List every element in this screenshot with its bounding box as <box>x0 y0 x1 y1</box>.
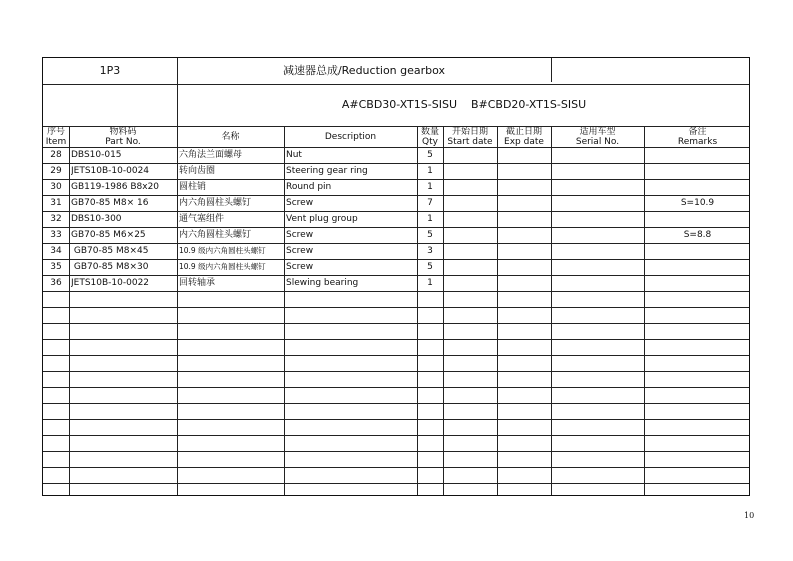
table-cell-remarks <box>644 211 751 227</box>
table-cell-part: JETS10B-10-0024 <box>71 166 150 176</box>
grid-col-line <box>417 126 418 495</box>
table-cell-item: 32 <box>50 214 62 224</box>
col-serial-cn: 适用车型 <box>579 127 616 137</box>
col-remarks-header <box>644 127 751 147</box>
table-cell-part: JETS10B-10-0022 <box>71 278 150 288</box>
table-cell-qty: 5 <box>427 230 433 240</box>
table-cell-qty: 1 <box>427 166 433 176</box>
table-cell-serial <box>551 195 644 211</box>
table-cell-item: 33 <box>50 230 62 240</box>
table-cell-part: DBS10-300 <box>71 214 122 224</box>
parts-table <box>42 57 750 496</box>
table-cell-qty: 7 <box>427 198 433 208</box>
table-cell-name: 六角法兰面螺母 <box>179 150 243 160</box>
table-cell-start <box>443 179 497 195</box>
table-cell-start <box>443 243 497 259</box>
table-cell-serial <box>551 227 644 243</box>
table-cell-qty: 1 <box>427 278 433 288</box>
table-cell-serial <box>551 275 644 291</box>
table-cell-remarks <box>644 179 751 195</box>
col-qty-header <box>417 127 443 147</box>
table-cell-name: 通气塞组件 <box>179 214 225 224</box>
col-exp-cn: 截止日期 <box>505 127 542 137</box>
col-serial-en: Serial No. <box>575 136 620 147</box>
col-item-en: Item <box>45 136 67 147</box>
table-cell-item: 34 <box>50 246 62 256</box>
col-remarks-cn: 备注 <box>688 127 707 137</box>
col-item-header <box>43 127 69 147</box>
table-cell-start <box>443 163 497 179</box>
table-cell-item: 36 <box>50 278 62 288</box>
col-name-header: 名称 <box>221 132 240 142</box>
table-cell-desc: Steering gear ring <box>286 166 368 176</box>
table-cell-desc: Slewing bearing <box>286 278 359 288</box>
table-cell-exp <box>497 195 551 211</box>
col-qty-en: Qty <box>422 136 438 147</box>
col-start-header <box>443 127 497 147</box>
table-cell-serial <box>551 211 644 227</box>
table-cell-qty: 1 <box>427 182 433 192</box>
grid-col-line <box>177 58 178 495</box>
table-cell-remarks <box>644 275 751 291</box>
table-cell-exp <box>497 259 551 275</box>
table-cell-name: 回转轴承 <box>179 278 216 288</box>
assembly-title: 减速器总成/Reduction gearbox <box>282 64 446 77</box>
table-cell-part: GB119-1986 B8x20 <box>71 182 160 192</box>
table-cell-qty: 3 <box>427 246 433 256</box>
table-cell-remarks <box>644 163 751 179</box>
table-cell-remarks <box>644 259 751 275</box>
table-cell-qty: 5 <box>427 150 433 160</box>
table-cell-item: 30 <box>50 182 62 192</box>
col-desc-header: Description <box>324 132 377 142</box>
table-cell-desc: Nut <box>286 150 302 160</box>
grid-col-line <box>443 126 444 495</box>
col-serial-header <box>551 127 644 147</box>
table-cell-exp <box>497 163 551 179</box>
grid-col-line <box>284 126 285 495</box>
table-cell-part: GB70-85 M6×25 <box>71 230 146 240</box>
table-cell-start <box>443 275 497 291</box>
table-cell-desc: Screw <box>286 262 314 272</box>
applicable-models: A#CBD30-XT1S-SISU B#CBD20-XT1S-SISU <box>341 98 587 111</box>
grid-col-line <box>551 126 552 495</box>
table-cell-start <box>443 211 497 227</box>
table-cell-part: GB70-85 M8×45 <box>71 246 149 256</box>
col-part-header <box>69 127 177 147</box>
table-cell-serial <box>551 259 644 275</box>
table-cell-item: 29 <box>50 166 62 176</box>
page-number: 10 <box>744 511 755 520</box>
grid-row-line <box>43 84 749 85</box>
table-cell-remarks: S=8.8 <box>683 230 712 240</box>
table-cell-item: 31 <box>50 198 62 208</box>
col-part-en: Part No. <box>105 136 141 147</box>
table-cell-exp <box>497 243 551 259</box>
assembly-code: 1P3 <box>99 64 121 77</box>
grid-col-line <box>551 58 552 82</box>
grid-col-line <box>69 126 70 495</box>
table-cell-desc: Vent plug group <box>286 214 358 224</box>
table-cell-desc: Screw <box>286 198 314 208</box>
table-cell-part: DBS10-015 <box>71 150 122 160</box>
col-part-cn: 物料码 <box>109 127 137 137</box>
col-remarks-en: Remarks <box>677 136 718 147</box>
table-cell-name: 转向齿圈 <box>179 166 216 176</box>
table-cell-name: 内六角圆柱头螺钉 <box>179 198 252 208</box>
table-cell-part: GB70-85 M8× 16 <box>71 198 149 208</box>
table-cell-exp <box>497 179 551 195</box>
table-cell-name: 10.9 级内六角圆柱头螺钉 <box>179 262 266 271</box>
table-cell-item: 28 <box>50 150 62 160</box>
grid-col-line <box>497 126 498 495</box>
col-exp-header <box>497 127 551 147</box>
table-cell-desc: Screw <box>286 246 314 256</box>
table-cell-start <box>443 259 497 275</box>
table-cell-exp <box>497 275 551 291</box>
table-cell-item: 35 <box>50 262 62 272</box>
table-cell-part: GB70-85 M8×30 <box>71 262 149 272</box>
table-cell-exp <box>497 227 551 243</box>
col-start-cn: 开始日期 <box>451 127 488 137</box>
table-cell-exp <box>497 211 551 227</box>
table-cell-remarks: S=10.9 <box>680 198 715 208</box>
table-cell-remarks <box>644 243 751 259</box>
col-qty-cn: 数量 <box>420 127 439 137</box>
table-cell-start <box>443 227 497 243</box>
col-start-en: Start date <box>447 136 493 147</box>
table-cell-qty: 5 <box>427 262 433 272</box>
table-cell-serial <box>551 147 644 163</box>
table-cell-qty: 1 <box>427 214 433 224</box>
table-cell-name: 圆柱销 <box>179 182 207 192</box>
table-cell-start <box>443 147 497 163</box>
table-cell-remarks <box>644 147 751 163</box>
table-cell-exp <box>497 147 551 163</box>
table-cell-start <box>443 195 497 211</box>
col-item-cn: 序号 <box>46 127 65 137</box>
grid-col-line <box>644 126 645 495</box>
table-cell-serial <box>551 163 644 179</box>
col-exp-en: Exp date <box>504 136 544 147</box>
table-cell-name: 内六角圆柱头螺钉 <box>179 230 252 240</box>
table-cell-serial <box>551 179 644 195</box>
table-cell-serial <box>551 243 644 259</box>
table-cell-desc: Round pin <box>286 182 332 192</box>
table-cell-name: 10.9 级内六角圆柱头螺钉 <box>179 246 266 255</box>
table-cell-desc: Screw <box>286 230 314 240</box>
